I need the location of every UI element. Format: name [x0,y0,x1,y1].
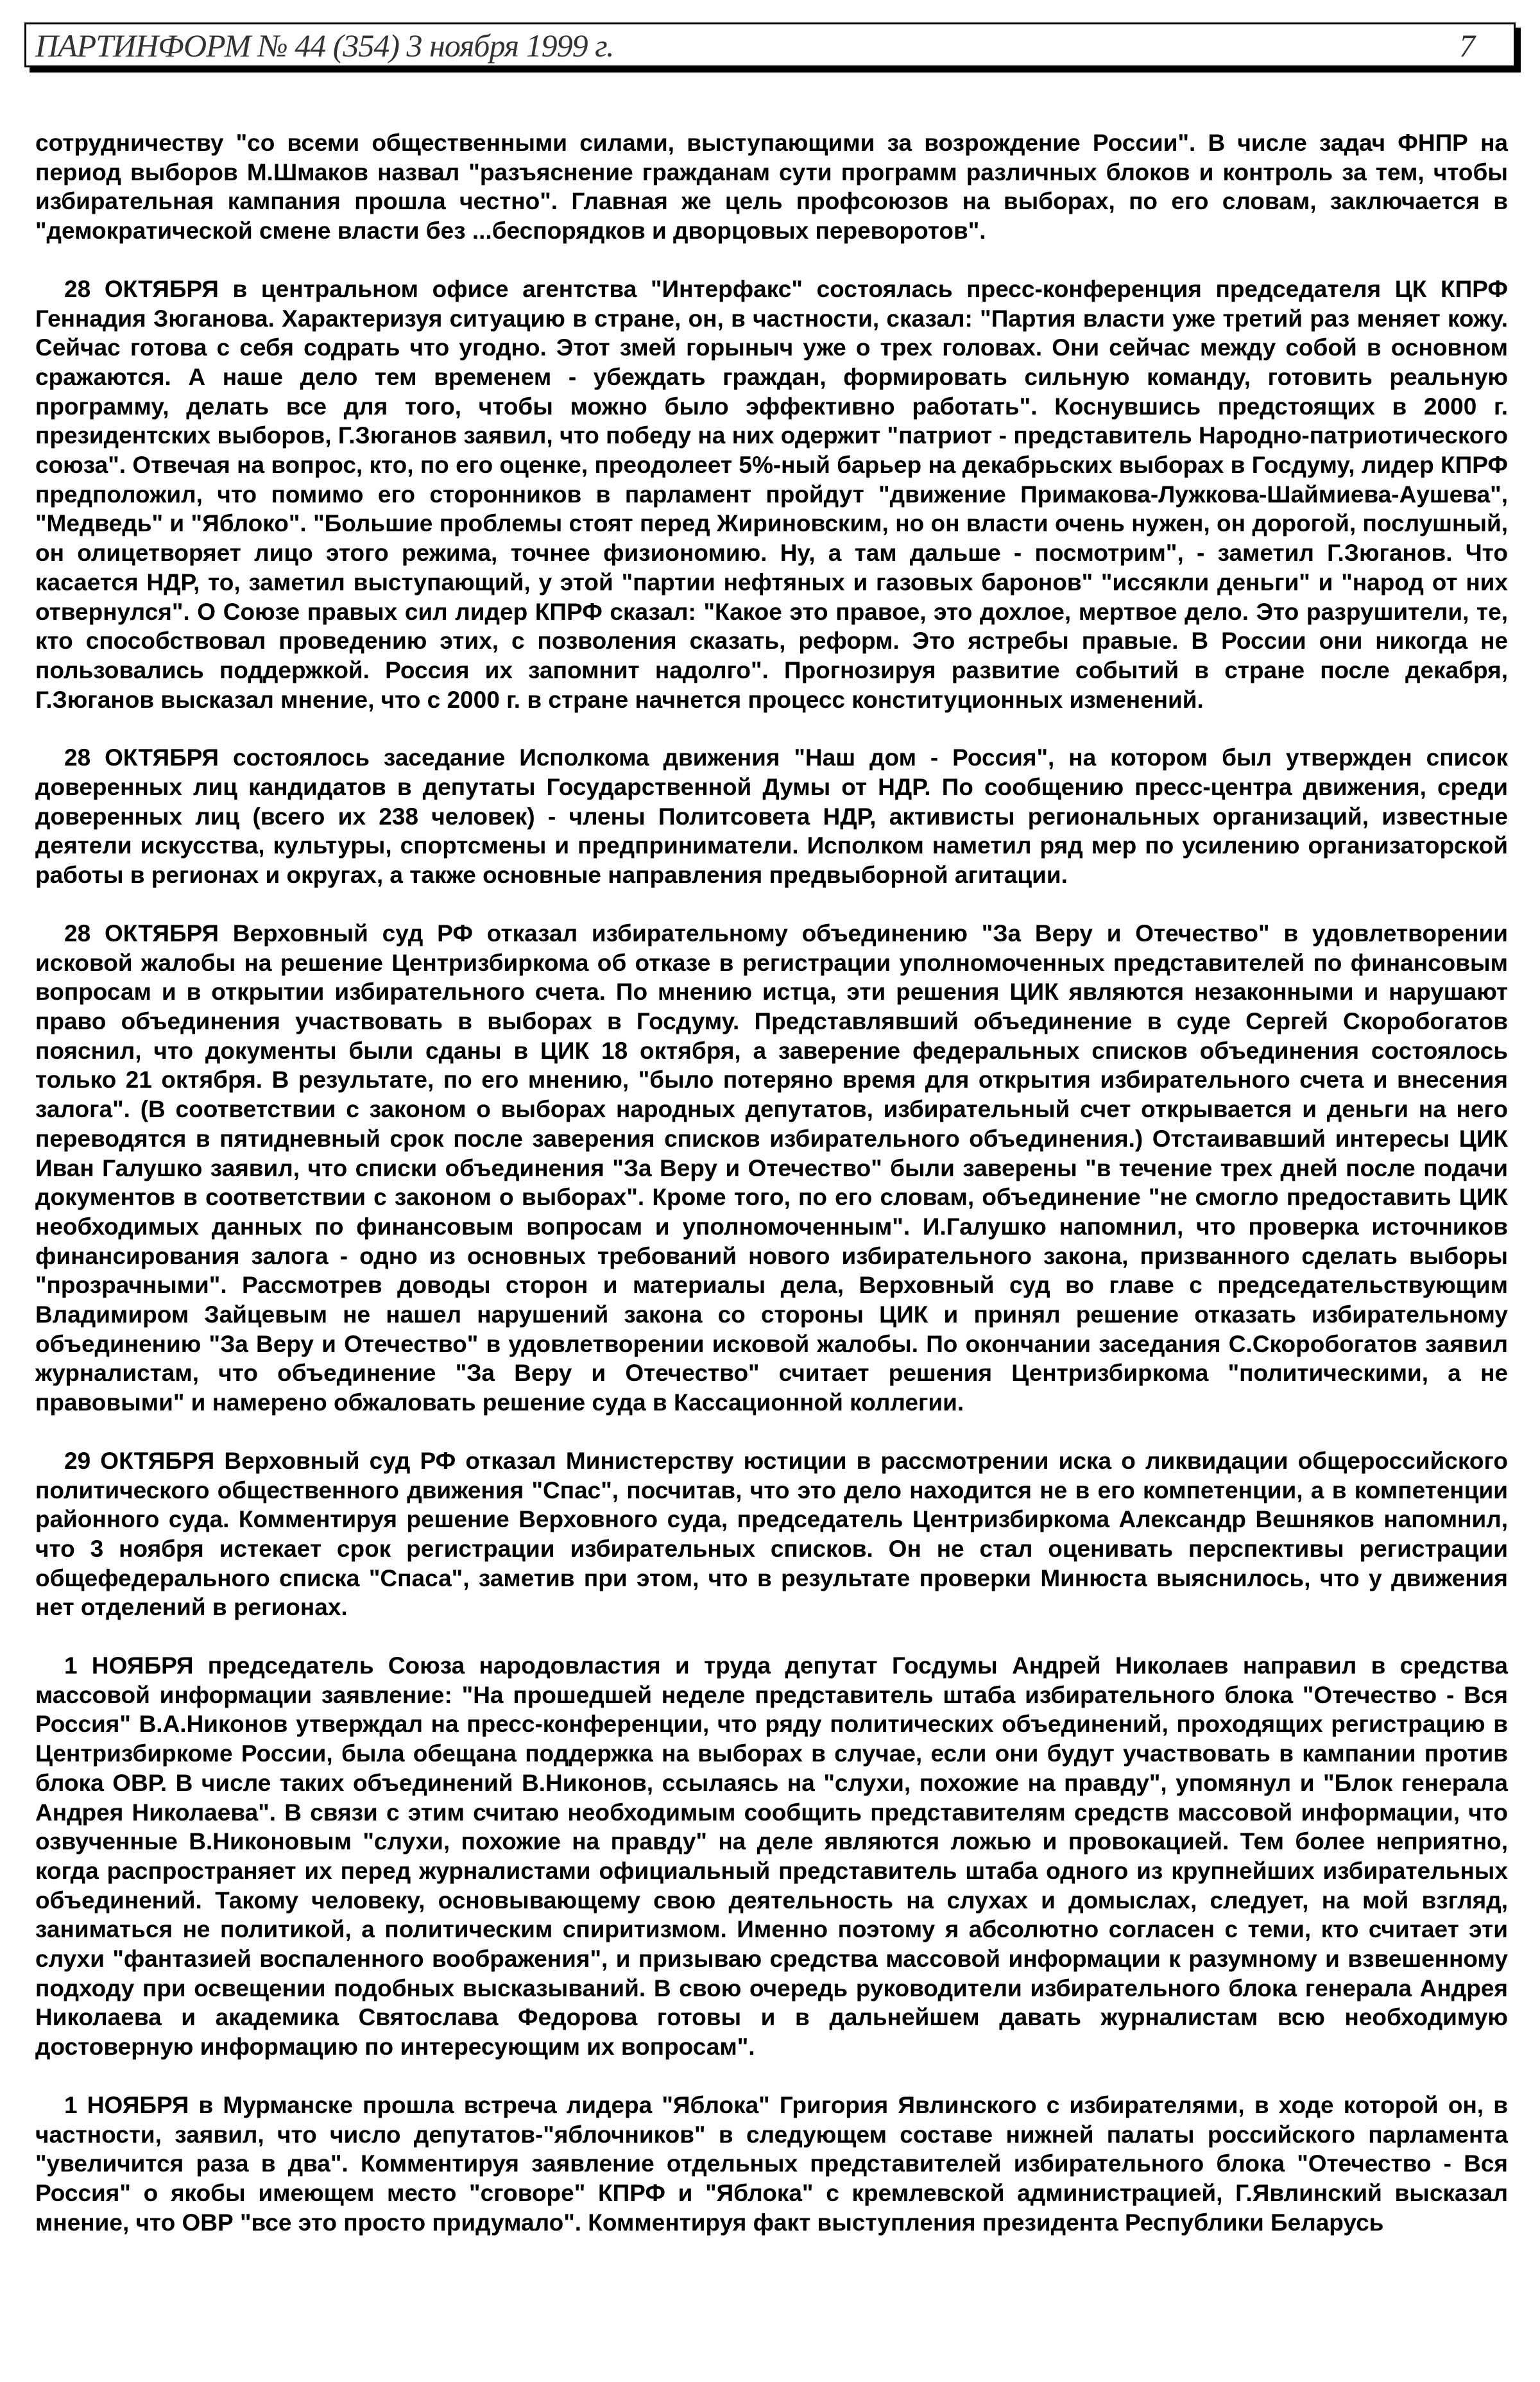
page-number: 7 [1459,28,1475,64]
paragraph-zyuganov-press-conference: 28 ОКТЯБРЯ в центральном офисе агентства "Интерфакс" состоялась пресс-конференция председателя ЦК КПРФ Геннадия Зюганова. Характеризуя ситуацию в стране, он, в частности, сказал: "Партия власти уже третий раз меняет кожу. Сейчас готова с себя содрать что угодно. Этот змей горыныч уже о трех головах. Они сейчас между собой в основном сражаются. А наше дело тем временем - убеждать граждан, формировать сильную команду, готовить реальную программу, делать все для того, чтобы можно было эффективно работать". Коснувшись предстоящих в 2000 г. президентских выборов, Г.Зюганов заявил, что победу на них одержит "патриот - представитель Народно-патриотического союза". Отвечая на вопрос, кто, по его оценке, преодолеет 5%-ный барьер на декабрьских выборах в Госдуму, лидер КПРФ предположил, что помимо его сторонников в парламент пройдут "движение Примакова-Лужкова-Шаймиева-Аушева", "Медведь" и "Яблоко". "Большие проблемы стоят перед Жириновским, но он власти очень нужен, он дорогой, послушный, он олицетворяет лицо этого режима, точнее физиономию. Ну, а там дальше - посмотрим", - заметил Г.Зюганов. Что касается НДР, то, заметил выступающий, у этой "партии нефтяных и газовых баронов" "иссякли деньги" и "народ от них отвернулся". О Союзе правых сил лидер КПРФ сказал: "Какое это правое, это дохлое, мертвое дело. Это разрушители, те, кто способствовал проведению этих, с позволения сказать, реформ. Это ястребы правые. В России они никогда не пользовались поддержкой. Россия их запомнит надолго". Прогнозируя развитие событий в стране после декабря, Г.Зюганов высказал мнение, что с 2000 г. в стране начнется процесс конституционных изменений. [35,275,1508,713]
paragraph-yavlinsky-murmansk: 1 НОЯБРЯ в Мурманске прошла встреча лидера "Яблока" Григория Явлинского с избирателями, в ходе которой он, в частности, заявил, что число депутатов-"яблочников" в следующем составе нижней палаты российского парламента "увеличится раза в два". Комментируя заявление отдельных представителей избирательного блока "Отечество - Вся Россия" о якобы имеющем место "сговоре" КПРФ и "Яблока" с кремлевской администрацией, Г.Явлинский высказал мнение, что ОВР "все это просто придумало". Комментируя факт выступления президента Республики Беларусь [35,2091,1508,2236]
page-header [24,22,1516,67]
paragraph-supreme-court-spas: 29 ОКТЯБРЯ Верховный суд РФ отказал Министерству юстиции в рассмотрении иска о ликвидации общероссийского политического общественного движения "Спас", посчитав, что это дело находится не в его компетенции, а в компетенции районного суда. Комментируя решение Верховного суда, председатель Центризбиркома Александр Вешняков напомнил, что 3 ноября истекает срок регистрации избирательных списков. Он не стал оценивать перспективы регистрации общефедерального списка "Спаса", заметив при этом, что в результате проверки Минюста выяснилось, что у движения нет отделений в регионах. [35,1447,1508,1621]
publication-title: ПАРТИНФОРМ № 44 (354) 3 ноября 1999 г. [35,28,614,64]
paragraph-ndr-executive-meeting: 28 ОКТЯБРЯ состоялось заседание Исполкома движения "Наш дом - Россия", на котором был утвержден список доверенных лиц кандидатов в депутаты Государственной Думы от НДР. По сообщению пресс-центра движения, среди доверенных лиц (всего их 238 человек) - члены Политсовета НДР, активисты региональных организаций, известные деятели искусства, культуры, спортсмены и предприниматели. Исполком наметил ряд мер по усилению организаторской работы в регионах и округах, а также основные направления предвыборной агитации. [35,744,1508,889]
paragraph-supreme-court-ovr: 28 ОКТЯБРЯ Верховный суд РФ отказал избирательному объединению "За Веру и Отечество" в удовлетворении исковой жалобы на решение Центризбиркома об отказе в регистрации уполномоченных представителей по финансовым вопросам и в открытии избирательного счета. По мнению истца, эти решения ЦИК являются незаконными и нарушают право объединения участвовать в выборах в Госдуму. Представлявший объединение в суде Сергей Скоробогатов пояснил, что документы были сданы в ЦИК 18 октября, а заверение федеральных списков объединения состоялось только 21 октября. В результате, по его мнению, "было потеряно время для открытия избирательного счета и внесения залога". (В соответствии с законом о выборах народных депутатов, избирательный счет открывается и деньги на него переводятся в пятидневный срок после заверения списков избирательного объединения.) Отстаивавший интересы ЦИК Иван Галушко заявил, что списки объединения "За Веру и Отечество" были заверены "в течение трех дней после подачи документов в соответствии с законом о выборах". Кроме того, по его словам, объединение "не смогло предоставить ЦИК необходимых данных по финансовым вопросам и уполномоченным". И.Галушко напомнил, что проверка источников финансирования залога - одно из основных требований нового избирательного закона, призванного сделать выборы "прозрачными". Рассмотрев доводы сторон и материалы дела, Верховный суд во главе с председательствующим Владимиром Зайцевым не нашел нарушений закона со стороны ЦИК и принял решение отказать избирательному объединению "За Веру и Отечество" в удовлетворении исковой жалобы. По окончании заседания С.Скоробогатов заявил журналистам, что объединение "За Веру и Отечество" считает решения Центризбиркома "политическими, а не правовыми" и намерено обжаловать решение суда в Кассационной коллегии. [35,920,1508,1416]
paragraph-nikolaev-statement: 1 НОЯБРЯ председатель Союза народовластия и труда депутат Госдумы Андрей Николаев направил в средства массовой информации заявление: "На прошедшей неделе представитель штаба избирательного блока "Отечество - Вся Россия" В.А.Никонов утверждал на пресс-конференции, что ряду политических объединений, проходящих регистрацию в Центризбиркоме России, была обещана поддержка на выборах в случае, если они будут участвовать в кампании против блока ОВР. В числе таких объединений В.Никонов, ссылаясь на "слухи, похожие на правду", упомянул и "Блок генерала Андрея Николаева". В связи с этим считаю необходимым сообщить представителям средств массовой информации, что озвученные В.Никоновым "слухи, похожие на правду" на деле являются ложью и провокацией. Тем более неприятно, когда распространяет их перед журналистами официальный представитель штаба одного из крупнейших избирательных объединений. Такому человеку, основывающему свою деятельность на слухах и домыслах, следует, на мой взгляд, заниматься не политикой, а политическим спиритизмом. Именно поэтому я абсолютно согласен с теми, кто считает эти слухи "фантазией воспаленного воображения", и призываю средства массовой информации к разумному и взвешенному подходу при освещении подобных высказываний. В свою очередь руководители избирательного блока генерала Андрея Николаева и академика Святослава Федорова готовы и в дальнейшем давать журналистам всю необходимую достоверную информацию по интересующим их вопросам". [35,1652,1508,2061]
article-body [35,128,1508,2266]
paragraph-continuation: сотрудничеству "со всеми общественными силами, выступающими за возрождение России". В числе задач ФНПР на период выборов М.Шмаков назвал "разъяснение гражданам сути программ различных блоков и контроль за тем, чтобы избирательная кампания прошла честно". Главная же цель профсоюзов на выборах, по его словам, заключается в "демократической смене власти без ...беспорядков и дворцовых переворотов". [35,130,1508,244]
